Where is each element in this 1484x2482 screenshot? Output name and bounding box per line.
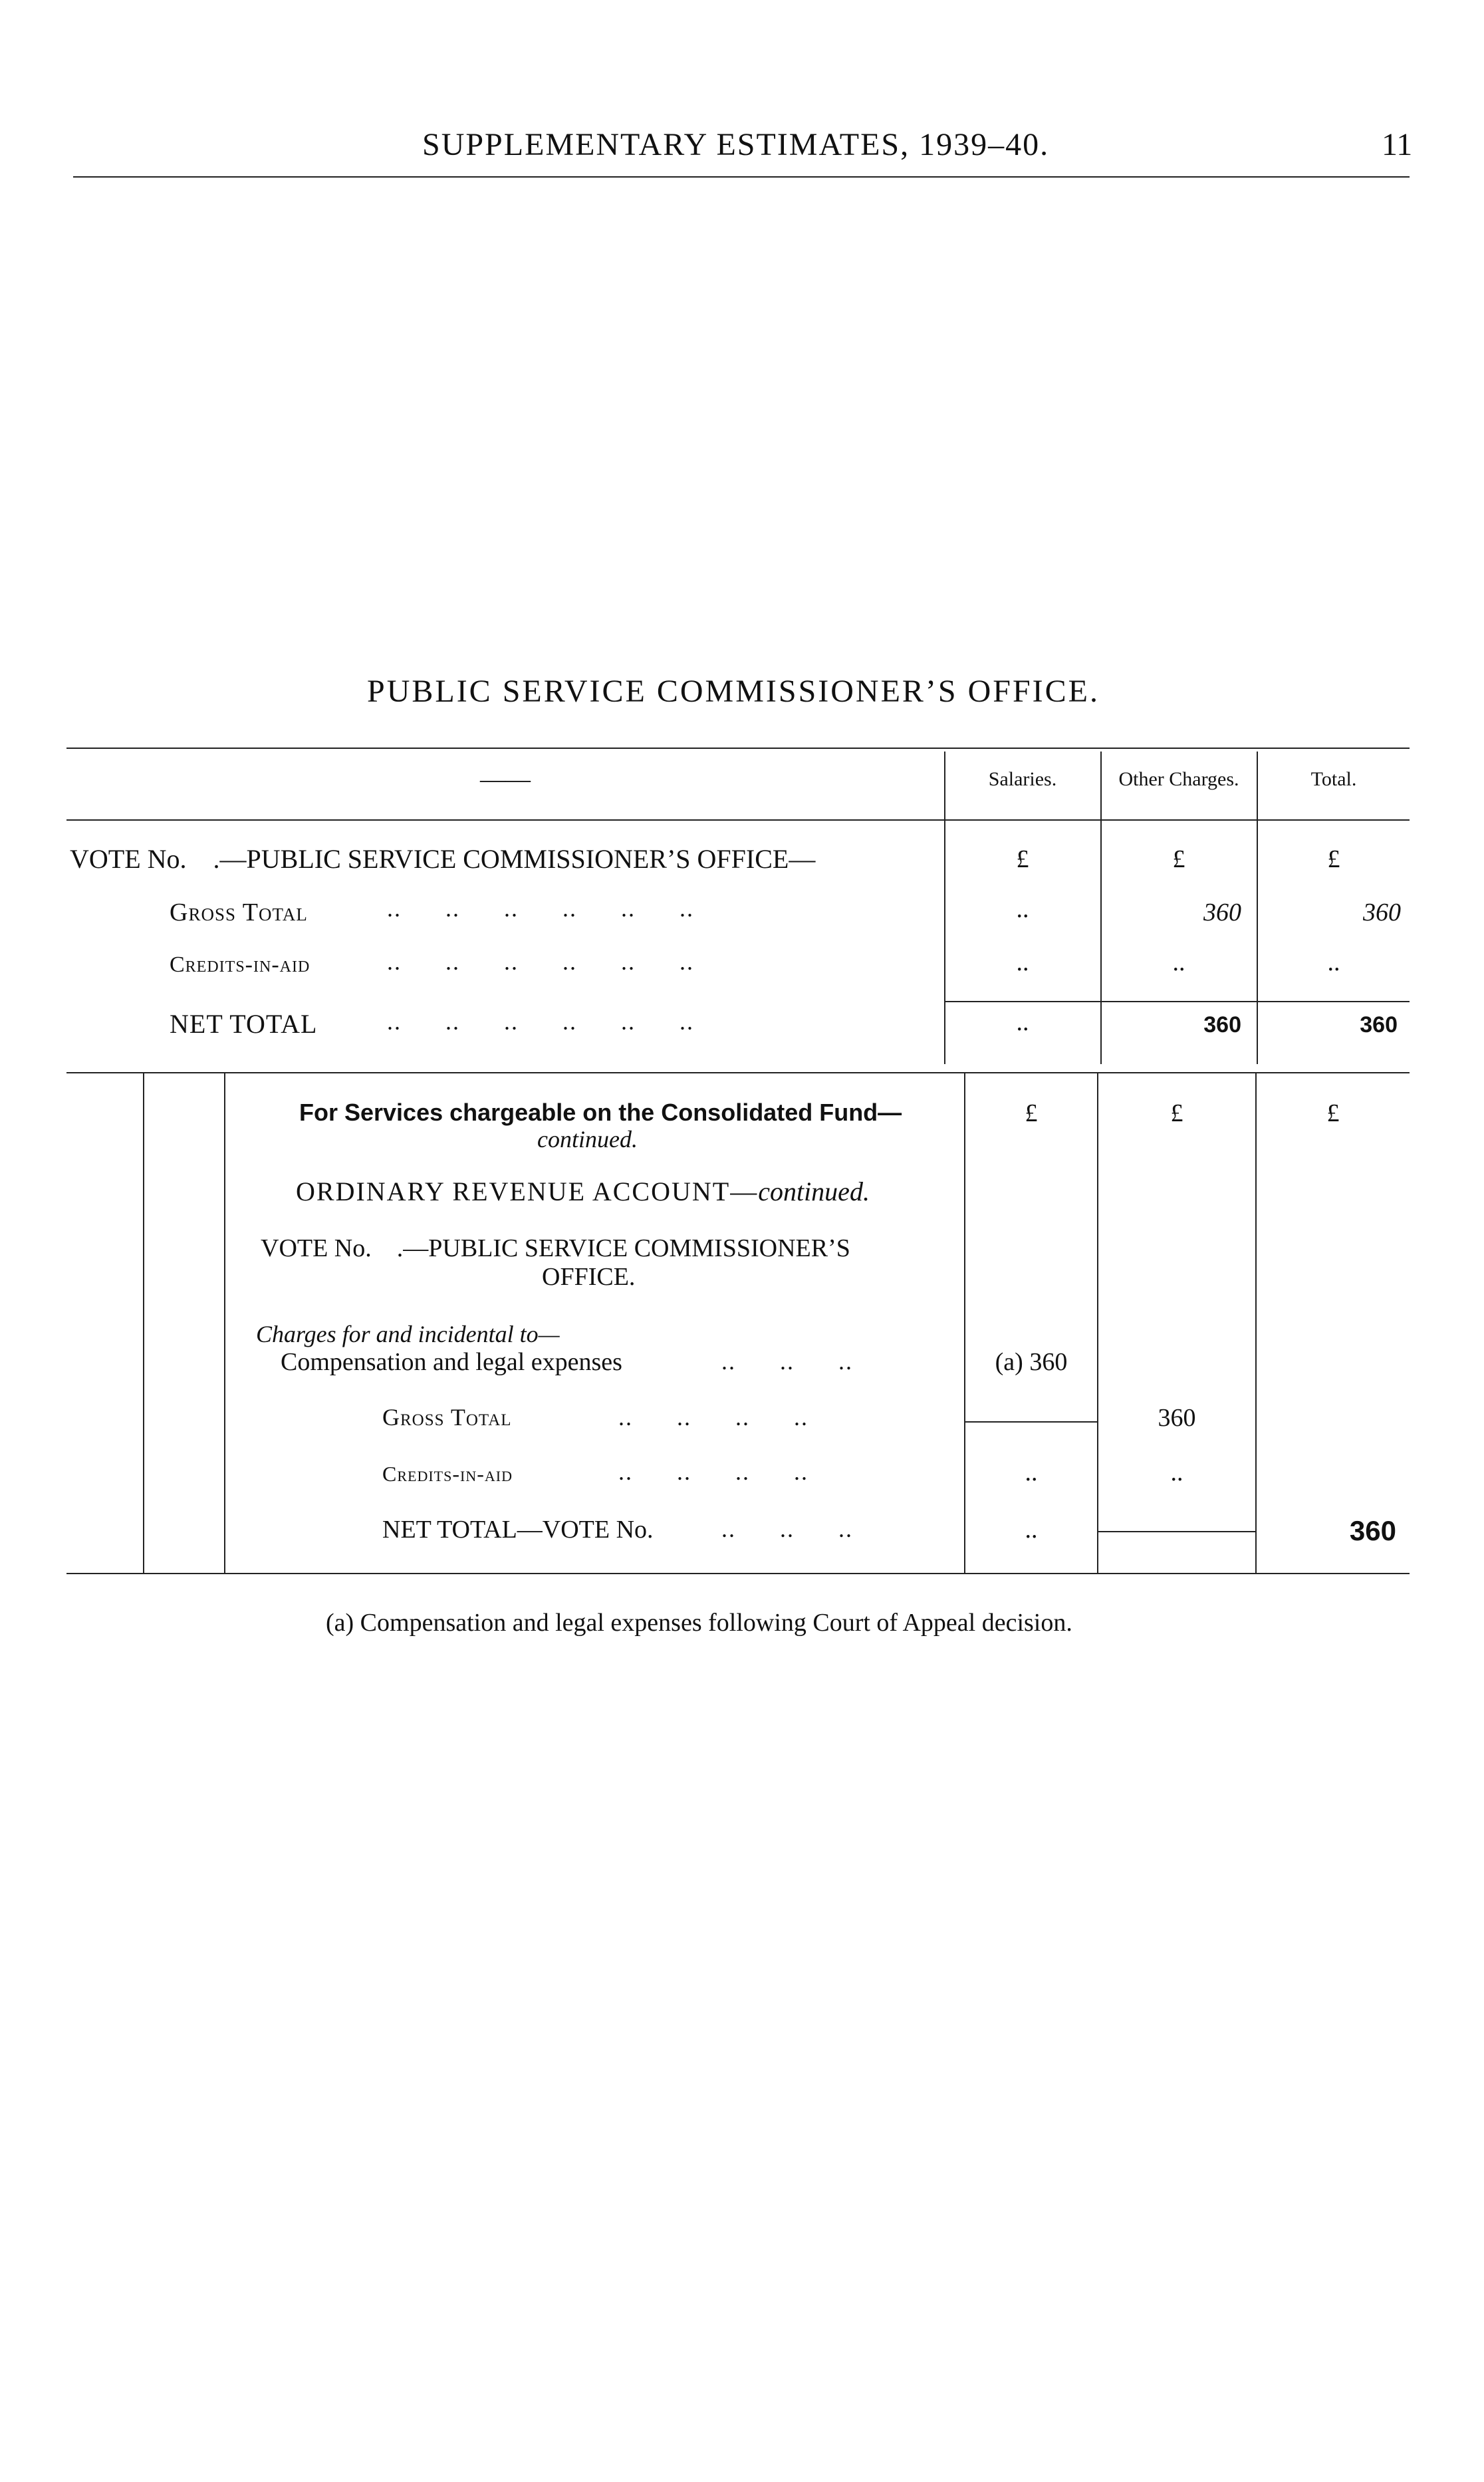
- detail-account: [296, 1176, 870, 1207]
- detail-heading-continued: continued.: [537, 1126, 638, 1153]
- detail-credits-dots: .. .. .. ..: [618, 1458, 808, 1485]
- detail-credits-salaries: ..: [1025, 1458, 1038, 1486]
- summary-vote-heading: VOTE No. .—PUBLIC SERVICE COMMISSIONER’S OFFICE—: [70, 844, 816, 874]
- detail-vote-line-1: VOTE No. .—PUBLIC SERVICE COMMISSIONER’S: [261, 1234, 850, 1262]
- summary-net-salaries: ..: [1016, 1008, 1029, 1036]
- detail-top-rule: [66, 1072, 1410, 1073]
- detail-col-divider-e: [1255, 1072, 1257, 1573]
- detail-credits-other: ..: [1170, 1458, 1183, 1486]
- summary-gross-dots: .. .. .. .. .. ..: [387, 895, 694, 922]
- detail-item-salaries: (a) 360: [995, 1348, 1068, 1376]
- running-header-title: SUPPLEMENTARY ESTIMATES, 1939–40.: [422, 127, 1050, 162]
- detail-currency-salaries: £: [1025, 1099, 1038, 1127]
- summary-gross-label: Gross Total: [170, 898, 308, 926]
- summary-header-rule: [66, 819, 1410, 821]
- summary-credits-total: ..: [1327, 948, 1340, 976]
- detail-currency-other: £: [1170, 1099, 1183, 1127]
- detail-account-label: ORDINARY REVENUE ACCOUNT—: [296, 1176, 759, 1206]
- col-header-total: Total.: [1310, 768, 1357, 790]
- detail-net-salaries: ..: [1025, 1516, 1038, 1544]
- detail-charges-heading: Charges for and incidental to—: [256, 1321, 560, 1347]
- summary-net-other: 360: [1203, 1012, 1241, 1037]
- detail-credits-label: Credits-in-aid: [382, 1462, 513, 1486]
- detail-gross-label: Gross Total: [382, 1404, 512, 1431]
- detail-vote-line-2: OFFICE.: [542, 1263, 636, 1291]
- summary-top-rule: [66, 748, 1410, 749]
- detail-bottom-rule: [66, 1573, 1410, 1574]
- summary-net-label: NET TOTAL: [170, 1009, 318, 1039]
- summary-credits-dots: .. .. .. .. .. ..: [387, 948, 694, 975]
- section-title: PUBLIC SERVICE COMMISSIONER’S OFFICE.: [367, 674, 1100, 709]
- detail-gross-dots: .. .. .. ..: [618, 1404, 808, 1431]
- detail-heading: For Services chargeable on the Consolidated Fund—: [299, 1099, 902, 1126]
- page-number: 11: [1382, 127, 1413, 162]
- detail-col-divider-b: [224, 1072, 225, 1573]
- header-rule: [73, 176, 1410, 178]
- summary-gross-salaries: ..: [1016, 895, 1029, 923]
- summary-net-total: 360: [1360, 1012, 1398, 1037]
- summary-currency-total: £: [1327, 845, 1340, 873]
- summary-credits-label: Credits-in-aid: [170, 952, 310, 977]
- detail-net-dots: .. .. ..: [721, 1516, 853, 1542]
- detail-col-divider-a: [143, 1072, 144, 1573]
- detail-salaries-rule: [965, 1421, 1097, 1423]
- detail-item-label: Compensation and legal expenses: [281, 1348, 622, 1376]
- footnote: (a) Compensation and legal expenses following Court of Appeal decision.: [326, 1609, 1072, 1637]
- detail-other-rule: [1098, 1531, 1255, 1532]
- summary-credits-other: ..: [1172, 948, 1185, 976]
- summary-net-dots: .. .. .. .. .. ..: [387, 1008, 694, 1035]
- summary-credits-salaries: ..: [1016, 948, 1029, 976]
- col-header-salaries: Salaries.: [988, 768, 1057, 790]
- summary-currency-salaries: £: [1016, 845, 1029, 873]
- summary-gross-other: 360: [1203, 898, 1241, 926]
- col-header-blank: ——: [480, 765, 531, 793]
- detail-col-divider-c: [964, 1072, 965, 1573]
- detail-account-continued: continued.: [758, 1176, 870, 1206]
- detail-item-dots: .. .. ..: [721, 1348, 853, 1375]
- detail-gross-other: 360: [1158, 1404, 1196, 1432]
- summary-currency-other: £: [1172, 845, 1185, 873]
- detail-net-total: 360: [1349, 1515, 1396, 1546]
- summary-gross-total: 360: [1363, 898, 1401, 926]
- col-header-other-charges: Other Charges.: [1118, 768, 1239, 790]
- summary-net-rule: [944, 1001, 1410, 1002]
- detail-col-divider-d: [1097, 1072, 1098, 1573]
- detail-net-label: NET TOTAL—VOTE No.: [382, 1516, 654, 1544]
- detail-currency-total: £: [1326, 1099, 1340, 1127]
